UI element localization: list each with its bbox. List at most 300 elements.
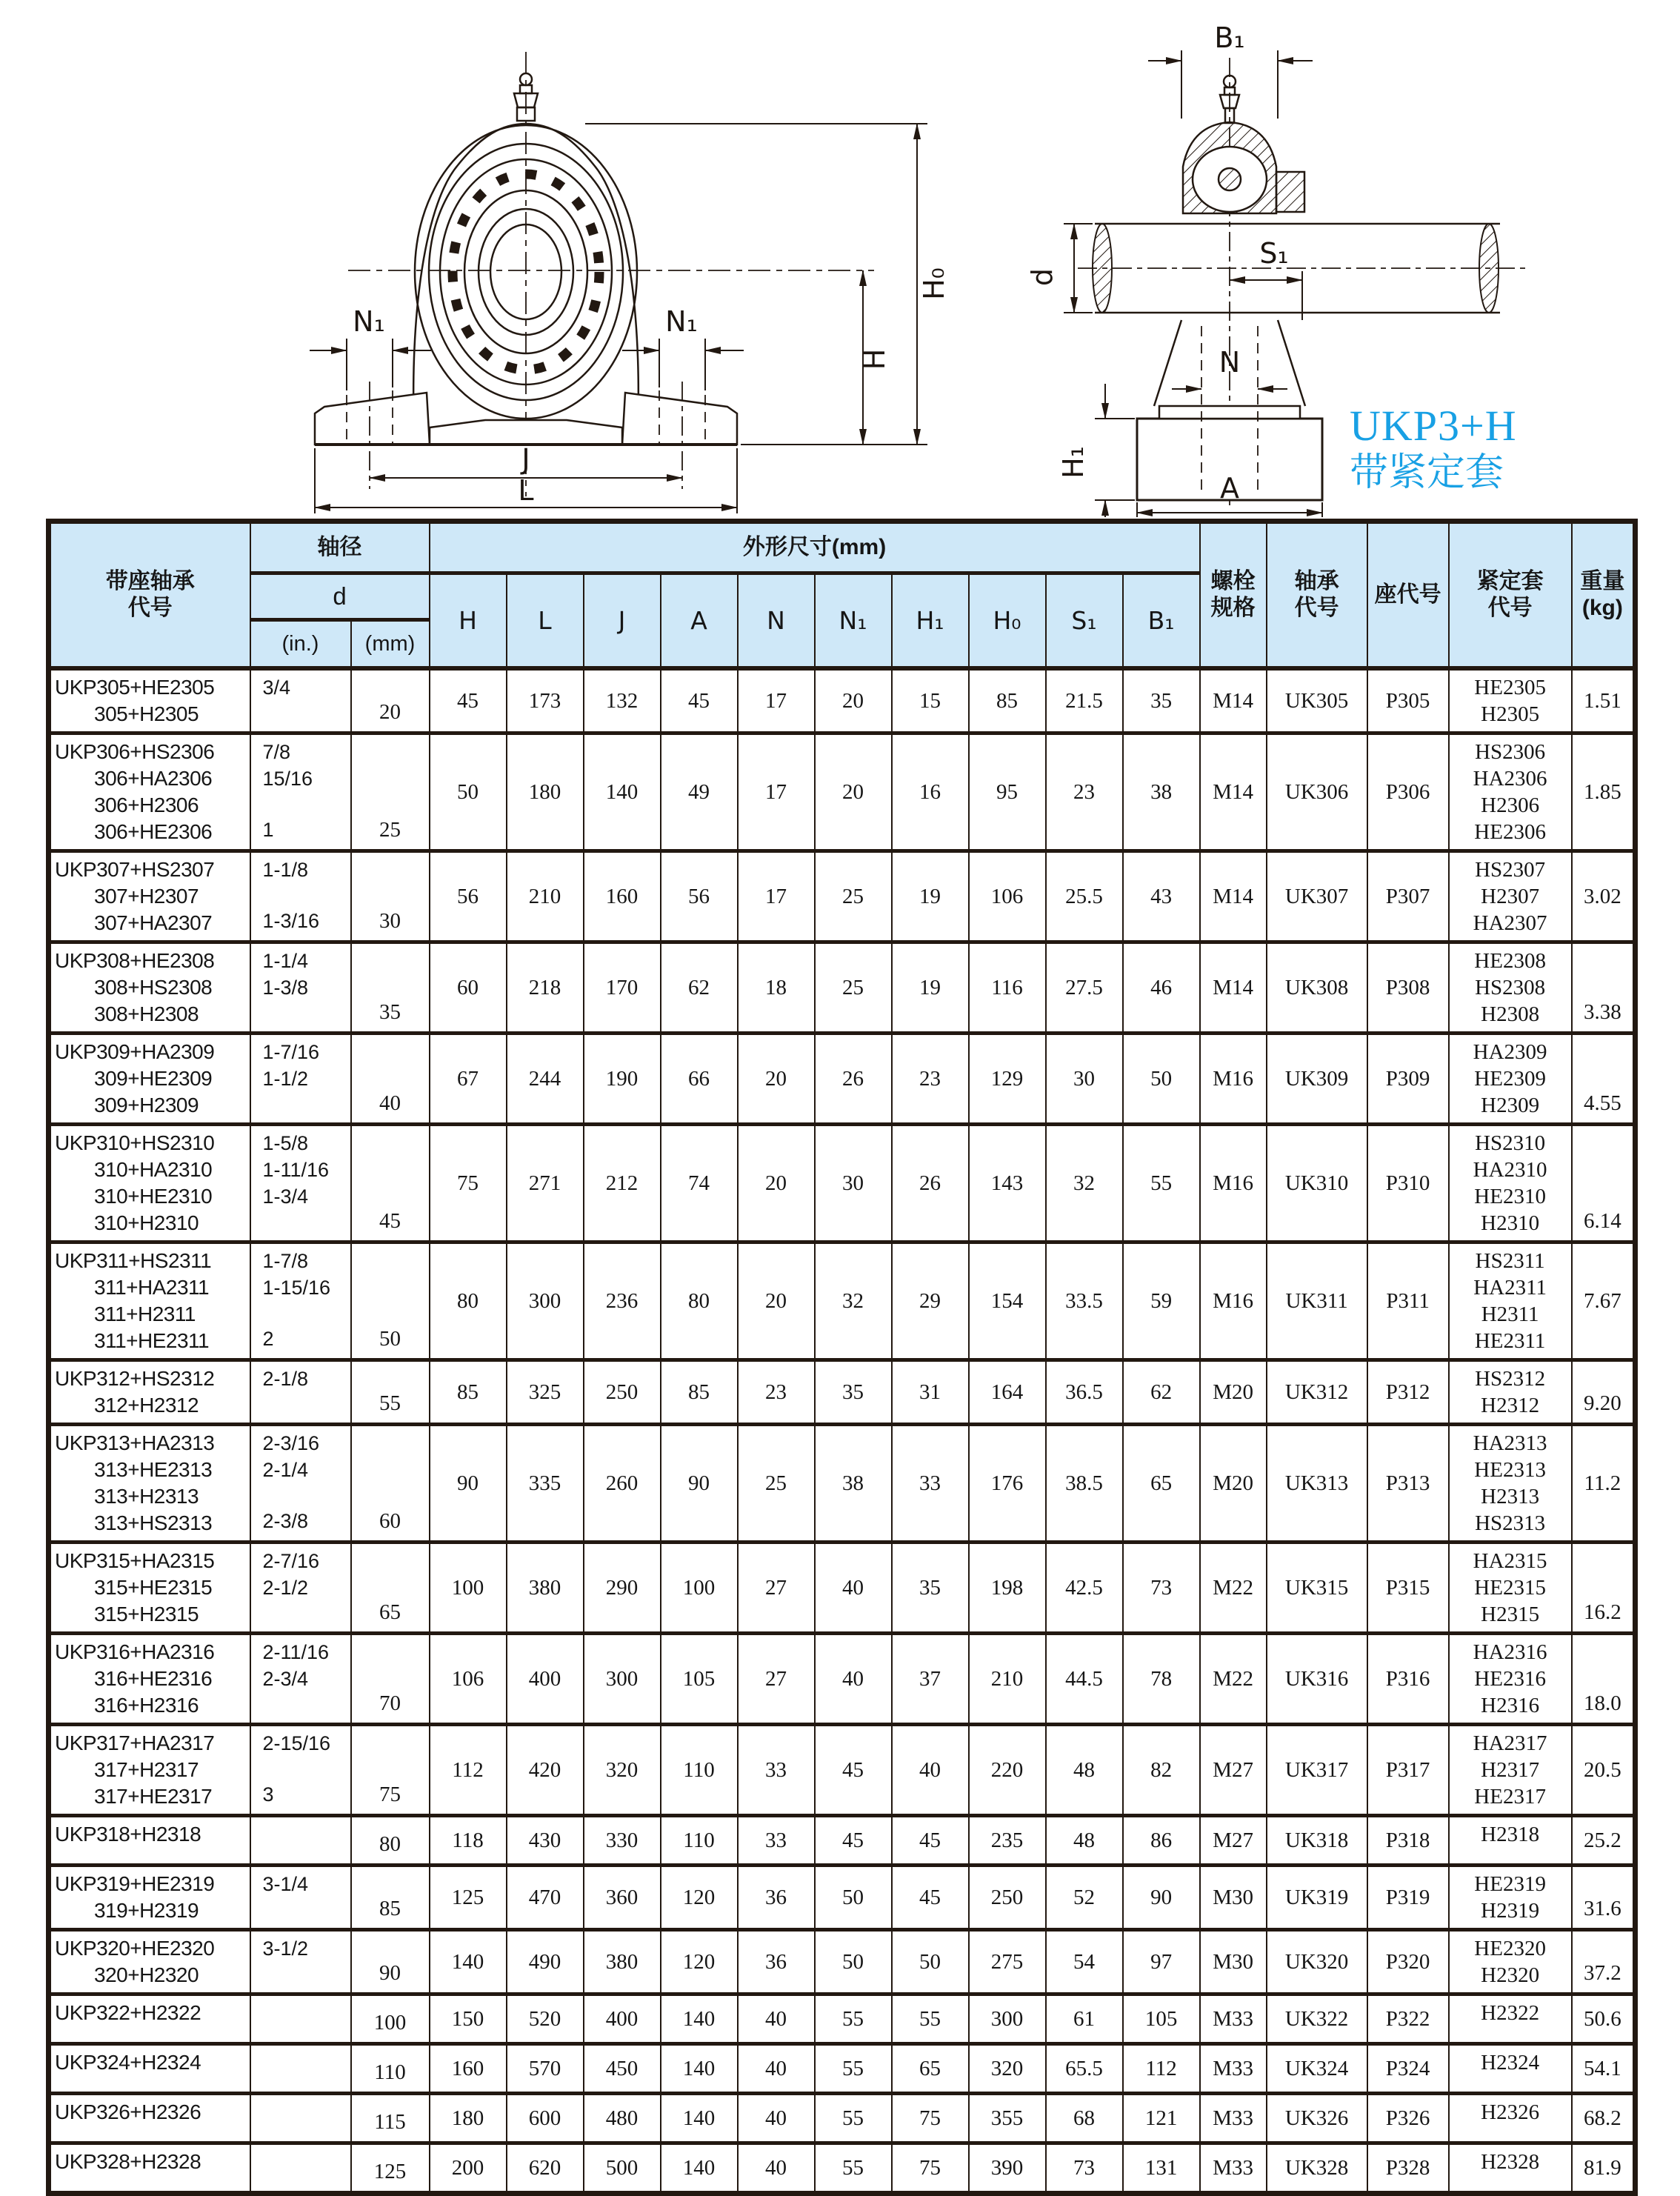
cell-bearing: UK319: [1267, 1866, 1367, 1930]
cell-dim-L: 210: [507, 851, 584, 942]
sleeve-code: HS2308: [1475, 976, 1546, 999]
cell-dim-J: 400: [584, 1994, 661, 2044]
cell-dim-B₁: 59: [1123, 1242, 1200, 1360]
cell-dim-S₁: 44.5: [1046, 1634, 1123, 1725]
table-row: [49, 1866, 1636, 1930]
cell-housing: P322: [1367, 1994, 1449, 2044]
cell-dim-N: 27: [738, 1543, 815, 1634]
cell-dim-B₁: 78: [1123, 1634, 1200, 1725]
shaft-dia-in-value: 1-5/8: [262, 1132, 309, 1154]
shaft-dia-mm-value: 50: [379, 1327, 401, 1351]
table-row: [49, 1994, 1636, 2044]
cell-shaft-dia-mm: [351, 1725, 430, 1816]
cell-dim-N₁: 40: [815, 1543, 892, 1634]
shaft-dia-mm-value: 100: [373, 2011, 407, 2034]
cell-dim-H₁: 75: [892, 2143, 969, 2194]
cell-dim-H₀: 129: [969, 1034, 1046, 1125]
header-dim-S1: S₁: [1046, 573, 1123, 669]
table-row: [49, 1242, 1636, 1360]
sleeve-code: HS2310: [1475, 1131, 1546, 1155]
cell-designation: [49, 2044, 250, 2094]
shaft-dia-in-value: 2-7/16: [262, 1550, 320, 1572]
designation-line: 309+HE2309: [94, 1067, 213, 1090]
shaft-dia-mm-value: 125: [373, 2160, 407, 2183]
cell-dim-L: 218: [507, 942, 584, 1034]
shaft-dia-mm-value: 35: [379, 1000, 401, 1024]
cell-sleeve: [1449, 1725, 1572, 1816]
cell-shaft-dia-mm: [351, 1034, 430, 1125]
shaft-dia-mm-wrap: [352, 2158, 429, 2185]
cell-dim-A: 90: [661, 1425, 738, 1543]
shaft-dia-mm-wrap: [352, 2009, 429, 2036]
shaft-dia-mm-wrap: [352, 1090, 429, 1117]
sleeve-code: H2320: [1481, 1963, 1540, 1987]
sleeve-code: HE2305: [1474, 676, 1546, 699]
shaft-dia-mm-wrap: [352, 1508, 429, 1534]
table-row: [49, 942, 1636, 1034]
shaft-dia-mm-value: 90: [379, 1961, 401, 1985]
cell-bolt: M14: [1200, 733, 1267, 851]
sleeve-code: H2306: [1481, 793, 1540, 817]
cell-bolt: M16: [1200, 1125, 1267, 1242]
sleeve-code: HS2306: [1475, 740, 1546, 764]
header-sleeve-line2: 代号: [1487, 596, 1533, 620]
cell-bearing: UK306: [1267, 733, 1367, 851]
cell-dim-H₁: 37: [892, 1634, 969, 1725]
cell-shaft-dia-in: [250, 1994, 351, 2044]
cell-dim-N₁: 25: [815, 851, 892, 942]
cell-sleeve: [1449, 1125, 1572, 1242]
cell-dim-J: 320: [584, 1725, 661, 1816]
cell-designation: [49, 1034, 250, 1125]
cell-shaft-dia-mm: [351, 668, 430, 733]
shaft-dia-mm-wrap: [352, 999, 429, 1025]
cell-housing: P328: [1367, 2143, 1449, 2194]
cell-dim-A: 110: [661, 1816, 738, 1866]
header-dim-H0: H₀: [969, 573, 1046, 669]
cell-designation: [49, 851, 250, 942]
shaft-dia-mm-wrap: [352, 908, 429, 934]
designation-line: 317+HE2317: [94, 1785, 213, 1808]
designation-line: UKP311+HS2311: [55, 1249, 212, 1272]
cell-dim-H: 140: [430, 1930, 507, 1994]
sleeve-code: H2326: [1481, 2100, 1540, 2124]
cell-shaft-dia-mm: [351, 1994, 430, 2044]
sleeve-code: HE2315: [1474, 1576, 1546, 1600]
cell-bearing: UK311: [1267, 1242, 1367, 1360]
sleeve-code: H2324: [1481, 2051, 1540, 2074]
cell-dim-N: 27: [738, 1634, 815, 1725]
sleeve-code: H2307: [1481, 885, 1540, 908]
cell-housing: P318: [1367, 1816, 1449, 1866]
cell-dim-S₁: 32: [1046, 1125, 1123, 1242]
dim-label-h: H: [859, 348, 891, 370]
cell-weight: 81.9: [1572, 2143, 1636, 2194]
sleeve-code: HA2313: [1473, 1431, 1547, 1455]
shaft-dia-in-value: 2-3/4: [262, 1668, 309, 1690]
cell-dim-N₁: 35: [815, 1360, 892, 1425]
cell-dim-N: 36: [738, 1866, 815, 1930]
cell-designation: [49, 668, 250, 733]
spec-table-header: [49, 522, 1636, 669]
cell-weight: 11.2: [1572, 1425, 1636, 1543]
weight-value: 3.38: [1584, 1000, 1621, 1024]
cell-bearing: UK309: [1267, 1034, 1367, 1125]
sleeve-code: HE2308: [1474, 949, 1546, 973]
weight-value: 9.20: [1584, 1391, 1621, 1415]
cell-dim-H: 100: [430, 1543, 507, 1634]
dim-label-n1-left: N₁: [353, 305, 385, 338]
header-weight-line1: 重量: [1580, 569, 1625, 593]
cell-dim-H₁: 19: [892, 851, 969, 942]
sleeve-code: H2313: [1481, 1485, 1540, 1508]
shaft-dia-mm-value: 70: [379, 1691, 401, 1715]
shaft-dia-mm-wrap: [352, 1831, 429, 1857]
cell-dim-B₁: 121: [1123, 2094, 1200, 2143]
cell-dim-H₁: 35: [892, 1543, 969, 1634]
cell-bolt: M14: [1200, 668, 1267, 733]
weight-wrap: [1573, 1895, 1633, 1922]
cell-housing: P324: [1367, 2044, 1449, 2094]
sleeve-code: HS2312: [1475, 1367, 1546, 1391]
cell-dim-J: 290: [584, 1543, 661, 1634]
designation-line: 310+HE2310: [94, 1185, 213, 1208]
cell-dim-H₀: 210: [969, 1634, 1046, 1725]
cell-sleeve: [1449, 1634, 1572, 1725]
cell-dim-H₁: 45: [892, 1866, 969, 1930]
cell-shaft-dia-mm: [351, 1930, 430, 1994]
sleeve-code: H2322: [1481, 2001, 1540, 2025]
cell-shaft-dia-mm: [351, 1634, 430, 1725]
cell-designation: [49, 1994, 250, 2044]
cell-bearing: UK318: [1267, 1816, 1367, 1866]
cell-shaft-dia-in: [250, 1034, 351, 1125]
cell-dim-H₁: 65: [892, 2044, 969, 2094]
cell-weight: 1.85: [1572, 733, 1636, 851]
shaft-dia-mm-wrap: [352, 1690, 429, 1717]
sleeve-code: H2310: [1481, 1211, 1540, 1235]
designation-line: 313+HE2313: [94, 1458, 213, 1481]
designation-line: 309+H2309: [94, 1094, 199, 1117]
cell-housing: P305: [1367, 668, 1449, 733]
cell-shaft-dia-mm: [351, 2044, 430, 2094]
shaft-dia-in-value: 2-3/16: [262, 1432, 320, 1454]
cell-dim-S₁: 38.5: [1046, 1425, 1123, 1543]
shaft-dia-mm-wrap: [352, 2059, 429, 2086]
cell-dim-N₁: 26: [815, 1034, 892, 1125]
cell-weight: 20.5: [1572, 1725, 1636, 1816]
cell-dim-N: 17: [738, 668, 815, 733]
shaft-dia-in-value: 2-1/8: [262, 1368, 309, 1390]
sleeve-code: HE2316: [1474, 1667, 1546, 1691]
shaft-dia-mm-value: 20: [379, 700, 401, 724]
cell-dim-H₁: 29: [892, 1242, 969, 1360]
designation-line: 317+H2317: [94, 1758, 199, 1781]
cell-dim-B₁: 73: [1123, 1543, 1200, 1634]
shaft-dia-in-value: 1-3/4: [262, 1185, 309, 1208]
cell-bolt: M20: [1200, 1360, 1267, 1425]
cell-dim-H: 50: [430, 733, 507, 851]
cell-dim-N: 33: [738, 1725, 815, 1816]
cell-dim-H₀: 390: [969, 2143, 1046, 2194]
cell-dim-A: 140: [661, 2094, 738, 2143]
cell-shaft-dia-mm: [351, 2143, 430, 2194]
sleeve-code: HE2310: [1474, 1185, 1546, 1208]
cell-bearing: UK324: [1267, 2044, 1367, 2094]
shaft-dia-in-bottom: [251, 1325, 350, 1352]
cell-bolt: M33: [1200, 2143, 1267, 2194]
cell-dim-N₁: 55: [815, 1994, 892, 2044]
table-row: [49, 1634, 1636, 1725]
cell-housing: P309: [1367, 1034, 1449, 1125]
table-row: [49, 1034, 1636, 1125]
cell-designation: [49, 1725, 250, 1816]
cell-dim-A: 100: [661, 1543, 738, 1634]
cell-bearing: UK307: [1267, 851, 1367, 942]
cell-dim-H₀: 320: [969, 2044, 1046, 2094]
cell-bolt: M14: [1200, 942, 1267, 1034]
shaft-dia-mm-wrap: [352, 699, 429, 725]
shaft-dia-in-value: 1-7/8: [262, 1250, 309, 1272]
cell-shaft-dia-mm: [351, 1543, 430, 1634]
designation-line: 307+H2307: [94, 885, 199, 908]
cell-dim-H: 80: [430, 1242, 507, 1360]
header-housing: 座代号: [1367, 522, 1449, 669]
sleeve-code: H2318: [1481, 1823, 1540, 1846]
cell-dim-H: 150: [430, 1994, 507, 2044]
cell-dim-H₁: 15: [892, 668, 969, 733]
table-row: [49, 1930, 1636, 1994]
cell-dim-L: 300: [507, 1242, 584, 1360]
cell-dim-J: 480: [584, 2094, 661, 2143]
table-row: [49, 2143, 1636, 2194]
sleeve-code: H2319: [1481, 1899, 1540, 1923]
cell-bearing: UK326: [1267, 2094, 1367, 2143]
designation-line: 311+HA2311: [94, 1276, 210, 1299]
cell-dim-J: 360: [584, 1866, 661, 1930]
cell-sleeve: [1449, 1242, 1572, 1360]
cell-dim-N: 23: [738, 1360, 815, 1425]
designation-line: UKP317+HA2317: [55, 1731, 215, 1754]
cell-designation: [49, 1816, 250, 1866]
sleeve-code: HE2311: [1474, 1329, 1546, 1353]
shaft-dia-mm-value: 60: [379, 1509, 401, 1533]
cell-dim-J: 500: [584, 2143, 661, 2194]
cell-dim-H: 67: [430, 1034, 507, 1125]
cell-dim-B₁: 97: [1123, 1930, 1200, 1994]
cell-sleeve: [1449, 1994, 1572, 2044]
cell-dim-A: 45: [661, 668, 738, 733]
header-unit-mm: (mm): [351, 620, 430, 669]
cell-dim-B₁: 50: [1123, 1034, 1200, 1125]
cell-shaft-dia-mm: [351, 1242, 430, 1360]
designation-line: 311+H2311: [94, 1302, 196, 1325]
designation-line: UKP310+HS2310: [55, 1131, 215, 1154]
cell-dim-N: 36: [738, 1930, 815, 1994]
shaft-dia-mm-wrap: [352, 1208, 429, 1234]
cell-dim-J: 250: [584, 1360, 661, 1425]
cell-bearing: UK310: [1267, 1125, 1367, 1242]
header-dim-A: A: [661, 573, 738, 669]
sleeve-code: H2316: [1481, 1694, 1540, 1717]
cell-designation: [49, 1866, 250, 1930]
designation-line: 306+HA2306: [94, 767, 213, 790]
header-bolt: [1200, 522, 1267, 669]
shaft-dia-in-value: 1-1/2: [262, 1068, 309, 1090]
cell-bearing: UK313: [1267, 1425, 1367, 1543]
cell-bearing: UK317: [1267, 1725, 1367, 1816]
weight-value: 37.2: [1584, 1961, 1621, 1985]
cell-dim-H: 118: [430, 1816, 507, 1866]
designation-line: UKP306+HS2306: [55, 740, 215, 763]
cell-dim-H₀: 95: [969, 733, 1046, 851]
weight-value: 16.2: [1584, 1600, 1621, 1624]
sleeve-code: HA2316: [1473, 1640, 1547, 1664]
cell-weight: [1572, 1634, 1636, 1725]
header-shaft-group: 轴径: [250, 522, 430, 573]
dim-h1: [1095, 384, 1135, 517]
cell-dim-H₁: 75: [892, 2094, 969, 2143]
cell-dim-S₁: 48: [1046, 1816, 1123, 1866]
designation-line: 308+H2308: [94, 1002, 199, 1025]
cell-shaft-dia-in: [250, 1816, 351, 1866]
cell-dim-H: 75: [430, 1125, 507, 1242]
series-caption-code: UKP3+H: [1350, 402, 1517, 450]
cell-dim-H₁: 26: [892, 1125, 969, 1242]
sleeve-code: H2317: [1481, 1758, 1540, 1782]
cell-designation: [49, 1242, 250, 1360]
cell-dim-H₁: 33: [892, 1425, 969, 1543]
cell-weight: 3.02: [1572, 851, 1636, 942]
cell-shaft-dia-mm: [351, 942, 430, 1034]
cell-weight: [1572, 942, 1636, 1034]
cell-dim-J: 132: [584, 668, 661, 733]
cell-housing: P312: [1367, 1360, 1449, 1425]
table-row: [49, 1816, 1636, 1866]
sleeve-code: H2309: [1481, 1094, 1540, 1117]
cell-dim-A: 140: [661, 2044, 738, 2094]
cell-shaft-dia-in: [250, 2044, 351, 2094]
designation-line: UKP326+H2326: [55, 2100, 201, 2123]
cell-bolt: M20: [1200, 1425, 1267, 1543]
designation-line: UKP313+HA2313: [55, 1431, 215, 1454]
cell-sleeve: [1449, 668, 1572, 733]
cell-dim-N₁: 50: [815, 1930, 892, 1994]
cell-sleeve: [1449, 851, 1572, 942]
cell-dim-J: 140: [584, 733, 661, 851]
cell-shaft-dia-in: [250, 668, 351, 733]
cell-bolt: M27: [1200, 1816, 1267, 1866]
cell-shaft-dia-mm: [351, 1425, 430, 1543]
designation-line: 313+H2313: [94, 1485, 199, 1508]
cell-designation: [49, 942, 250, 1034]
designation-line: 316+HE2316: [94, 1667, 213, 1690]
designation-line: UKP307+HS2307: [55, 858, 215, 881]
designation-line: 310+HA2310: [94, 1158, 213, 1181]
cell-shaft-dia-mm: [351, 1816, 430, 1866]
cell-dim-N₁: 40: [815, 1634, 892, 1725]
shaft-dia-in-value: 1-7/16: [262, 1041, 320, 1063]
cell-dim-A: 49: [661, 733, 738, 851]
designation-line: UKP309+HA2309: [55, 1040, 215, 1063]
sleeve-code: HA2315: [1473, 1549, 1547, 1573]
shaft-dia-in-value: 15/16: [262, 768, 313, 790]
header-dim-J: J: [584, 573, 661, 669]
cell-dim-H₀: 355: [969, 2094, 1046, 2143]
cell-dim-L: 271: [507, 1125, 584, 1242]
cell-dim-H: 200: [430, 2143, 507, 2194]
cell-dim-H₀: 275: [969, 1930, 1046, 1994]
cell-dim-L: 430: [507, 1816, 584, 1866]
shaft-dia-mm-value: 75: [379, 1783, 401, 1806]
cell-bolt: M22: [1200, 1543, 1267, 1634]
cell-dim-N: 20: [738, 1125, 815, 1242]
cell-dim-L: 400: [507, 1634, 584, 1725]
cell-dim-N₁: 38: [815, 1425, 892, 1543]
cell-dim-L: 180: [507, 733, 584, 851]
cell-dim-S₁: 48: [1046, 1725, 1123, 1816]
cell-weight: [1572, 1034, 1636, 1125]
cell-dim-H₀: 143: [969, 1125, 1046, 1242]
header-dim-B1: B₁: [1123, 573, 1200, 669]
cell-dim-J: 380: [584, 1930, 661, 1994]
cell-bearing: UK308: [1267, 942, 1367, 1034]
cell-dim-H₁: 31: [892, 1360, 969, 1425]
header-sleeve: [1449, 522, 1572, 669]
cell-designation: [49, 2094, 250, 2143]
cell-dim-B₁: 55: [1123, 1125, 1200, 1242]
sleeve-code: HE2320: [1474, 1937, 1546, 1960]
cell-designation: [49, 1425, 250, 1543]
cell-dim-J: 236: [584, 1242, 661, 1360]
cell-weight: [1572, 1543, 1636, 1634]
cell-shaft-dia-mm: [351, 1866, 430, 1930]
cell-dim-N₁: 45: [815, 1816, 892, 1866]
designation-line: 308+HS2308: [94, 976, 213, 999]
designation-line: UKP320+HE2320: [55, 1937, 215, 1960]
cell-dim-H₀: 235: [969, 1816, 1046, 1866]
shaft-dia-mm-wrap: [352, 1325, 429, 1352]
shaft-dia-in-value: 2-1/2: [262, 1577, 309, 1599]
shaft-dia-mm-value: 55: [379, 1391, 401, 1415]
cell-sleeve: [1449, 2143, 1572, 2194]
cell-shaft-dia-mm: [351, 1360, 430, 1425]
dim-label-h0: H₀: [918, 267, 950, 300]
weight-value: 31.6: [1584, 1897, 1621, 1920]
cell-dim-B₁: 46: [1123, 942, 1200, 1034]
cell-sleeve: [1449, 2094, 1572, 2143]
header-dim-L: L: [507, 573, 584, 669]
cell-housing: P311: [1367, 1242, 1449, 1360]
shaft-dia-mm-value: 115: [374, 2110, 406, 2134]
cell-sleeve: [1449, 733, 1572, 851]
cell-dim-B₁: 38: [1123, 733, 1200, 851]
shaft-dia-mm-wrap: [352, 1960, 429, 1986]
designation-line: UKP315+HA2315: [55, 1549, 215, 1572]
header-shaft-d: d: [250, 573, 430, 620]
cell-dim-N₁: 25: [815, 942, 892, 1034]
series-caption: [1350, 404, 1517, 493]
cell-shaft-dia-in: [250, 1242, 351, 1360]
cell-dim-H₁: 45: [892, 1816, 969, 1866]
header-dim-N: N: [738, 573, 815, 669]
shaft-dia-in-bottom: [251, 816, 350, 843]
designation-line: 311+HE2311: [94, 1329, 210, 1352]
cell-dim-B₁: 82: [1123, 1725, 1200, 1816]
cell-housing: P308: [1367, 942, 1449, 1034]
cell-dim-A: 74: [661, 1125, 738, 1242]
cell-dim-H: 45: [430, 668, 507, 733]
